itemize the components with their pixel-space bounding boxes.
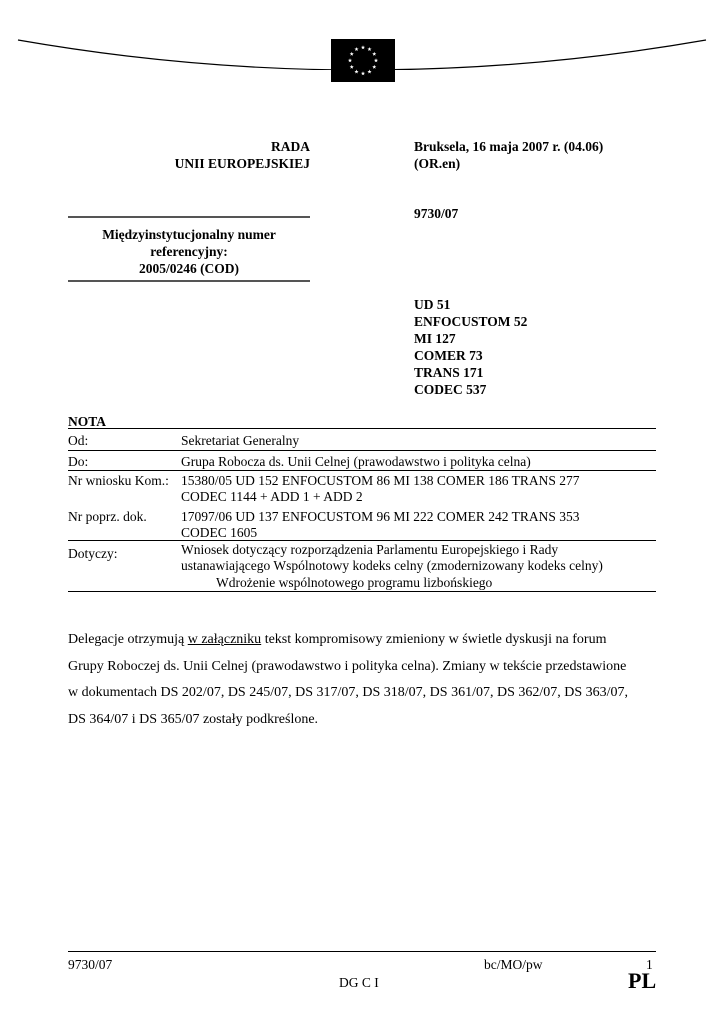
row-value-prev-doc-line1: 17097/06 UD 137 ENFOCUSTOM 96 MI 222 COMER 242 TRANS 353 <box>181 509 580 524</box>
note-rule-bottom <box>68 591 656 592</box>
ref-box-top-rule <box>68 216 310 218</box>
footer-initials: bc/MO/pw <box>484 957 543 972</box>
document-number: 9730/07 <box>414 206 459 221</box>
row-label-to: Do: <box>68 454 89 469</box>
code-1: UD 51 <box>414 297 451 312</box>
ref-number: 2005/0246 (COD) <box>138 261 240 276</box>
eu-flag-icon <box>331 39 395 82</box>
body-text-segment: tekst kompromisowy zmieniony w świetle dyskusji na forum <box>261 632 607 647</box>
row-value-subject-line1: Wniosek dotyczący rozporządzenia Parlamentu Europejskiego i Rady <box>181 542 559 557</box>
flag-star-icon <box>372 52 376 56</box>
code-6: CODEC 537 <box>414 382 487 397</box>
place-date: Bruksela, 16 maja 2007 r. (04.06) <box>414 139 604 154</box>
ref-box-bottom-rule <box>68 280 310 282</box>
row-value-from: Sekretariat Generalny <box>181 433 300 448</box>
flag-star-icon <box>361 71 365 75</box>
body-line-4: DS 364/07 i DS 365/07 zostały podkreślone. <box>68 711 319 727</box>
flag-star-icon <box>367 70 371 74</box>
note-rule-top <box>68 428 656 429</box>
flag-star-icon <box>350 52 354 56</box>
ref-label-line2: referencyjny: <box>150 244 228 259</box>
code-2: ENFOCUSTOM 52 <box>414 314 528 329</box>
row-value-subject-line2: ustanawiającego Wspólnotowy kodeks celny (zmodernizowany kodeks celny) <box>181 558 603 573</box>
body-text-segment: Delegacje otrzymują <box>68 632 188 647</box>
body-paragraph <box>68 627 656 733</box>
ref-label-line1: Międzyinstytucjonalny numer <box>102 227 276 242</box>
council-name-line1: RADA <box>271 139 310 154</box>
flag-star-icon <box>361 45 365 49</box>
body-line-1 <box>68 627 656 654</box>
footer-doc-number: 9730/07 <box>68 957 113 972</box>
code-4: COMER 73 <box>414 348 483 363</box>
flag-star-icon <box>367 47 371 51</box>
flag-star-icon <box>374 58 378 62</box>
code-3: MI 127 <box>414 331 456 346</box>
row-label-proposal: Nr wniosku Kom.: <box>68 473 169 488</box>
original-language: (OR.en) <box>414 156 461 171</box>
row-label-from: Od: <box>68 433 89 448</box>
note-rule <box>68 450 656 451</box>
row-value-prev-doc-line2: CODEC 1605 <box>181 525 258 540</box>
flag-star-icon <box>348 58 352 62</box>
council-name-line2: UNII EUROPEJSKIEJ <box>174 156 310 171</box>
body-line-3: w dokumentach DS 202/07, DS 245/07, DS 317/07, DS 318/07, DS 361/07, DS 362/07, DS 363/07, <box>68 685 629 700</box>
footer-language: PL <box>628 968 657 993</box>
row-value-to: Grupa Robocza ds. Unii Celnej (prawodawstwo i polityka celna) <box>181 454 531 469</box>
row-value-proposal-line1: 15380/05 UD 152 ENFOCUSTOM 86 MI 138 COMER 186 TRANS 277 <box>181 473 580 488</box>
row-value-subject-line3: Wdrożenie wspólnotowego programu lizbońskiego <box>216 575 493 590</box>
body-underlined-text: w załączniku <box>187 632 262 647</box>
body-line-2: Grupy Roboczej ds. Unii Celnej (prawodawstwo i polityka celna). Zmiany w tekście przedstawione <box>68 658 627 674</box>
note-rule <box>68 470 656 471</box>
footer-rule <box>68 951 656 952</box>
flag-star-icon <box>350 65 354 69</box>
flag-star-icon <box>354 47 358 51</box>
note-title: NOTA <box>68 414 107 429</box>
code-5: TRANS 171 <box>414 365 484 380</box>
row-label-subject: Dotyczy: <box>68 546 118 561</box>
row-label-prev-doc: Nr poprz. dok. <box>68 509 147 524</box>
row-value-proposal-line2: CODEC 1144 + ADD 1 + ADD 2 <box>181 489 363 504</box>
footer-dg: DG C I <box>339 975 379 990</box>
flag-star-icon <box>354 70 358 74</box>
flag-star-icon <box>372 65 376 69</box>
footer-page-number: 1 <box>646 957 653 972</box>
